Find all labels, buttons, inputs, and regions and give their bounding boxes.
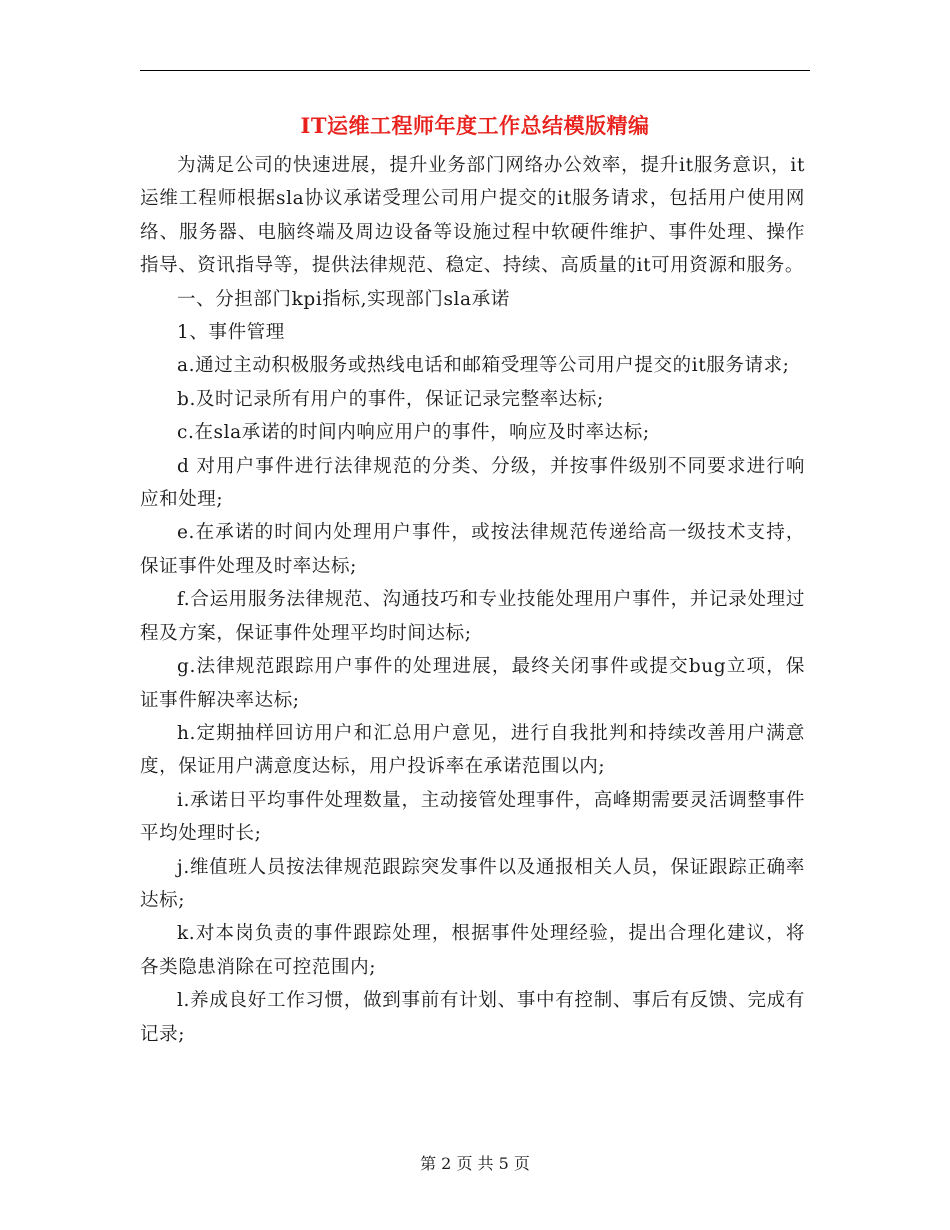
list-item: l.养成良好工作习惯，做到事前有计划、事中有控制、事后有反馈、完成有记录;	[140, 990, 805, 1045]
list-item: h.定期抽样回访用户和汇总用户意见，进行自我批判和持续改善用户满意度，保证用户满意度达标，用户投诉率在承诺范围以内;	[140, 722, 805, 778]
list-item: d 对用户事件进行法律规范的分类、分级，并按事件级别不同要求进行响应和处理;	[140, 455, 805, 511]
list-item: g.法律规范跟踪用户事件的处理进展，最终关闭事件或提交bug立项，保证事件解决率达标;	[140, 656, 805, 711]
list-item: j.维值班人员按法律规范跟踪突发事件以及通报相关人员，保证跟踪正确率达标;	[140, 856, 805, 911]
header-rule	[140, 70, 810, 71]
list-item: f.合运用服务法律规范、沟通技巧和专业技能处理用户事件，并记录处理过程及方案，保证事件处理平均时间达标;	[140, 589, 805, 644]
subsection-heading: 1、事件管理	[177, 322, 285, 344]
list-item: c.在sla承诺的时间内响应用户的事件，响应及时率达标;	[177, 422, 650, 444]
list-item: b.及时记录所有用户的事件，保证记录完整率达标;	[177, 388, 604, 410]
document-body	[140, 149, 805, 1051]
document-title: IT运维工程师年度工作总结模版精编	[300, 113, 650, 138]
list-item: e.在承诺的时间内处理用户事件，或按法律规范传递给高一级技术支持，保证事件处理及时率达标;	[140, 522, 805, 577]
list-item: i.承诺日平均事件处理数量，主动接管处理事件，高峰期需要灵活调整事件平均处理时长;	[140, 789, 805, 845]
paragraph: 为满足公司的快速进展，提升业务部门网络办公效率，提升it服务意识，it运维工程师根据sla协议承诺受理公司用户提交的it服务请求，包括用户使用网络、服务器、电脑终端及周边设备等设施过程中软硬件维护、事件处理、操作指导、资讯指导等，提供法律规范、稳定、持续、高质量的it可用资源和服务。	[140, 155, 805, 277]
list-item: a.通过主动积极服务或热线电话和邮箱受理等公司用户提交的it服务请求;	[177, 355, 790, 377]
page-number-footer: 第 2 页 共 5 页	[420, 1154, 530, 1173]
section-heading: 一、分担部门kpi指标,实现部门sla承诺	[177, 288, 510, 310]
list-item: k.对本岗负责的事件跟踪处理，根据事件处理经验，提出合理化建议，将各类隐患消除在可控范围内;	[140, 923, 805, 978]
